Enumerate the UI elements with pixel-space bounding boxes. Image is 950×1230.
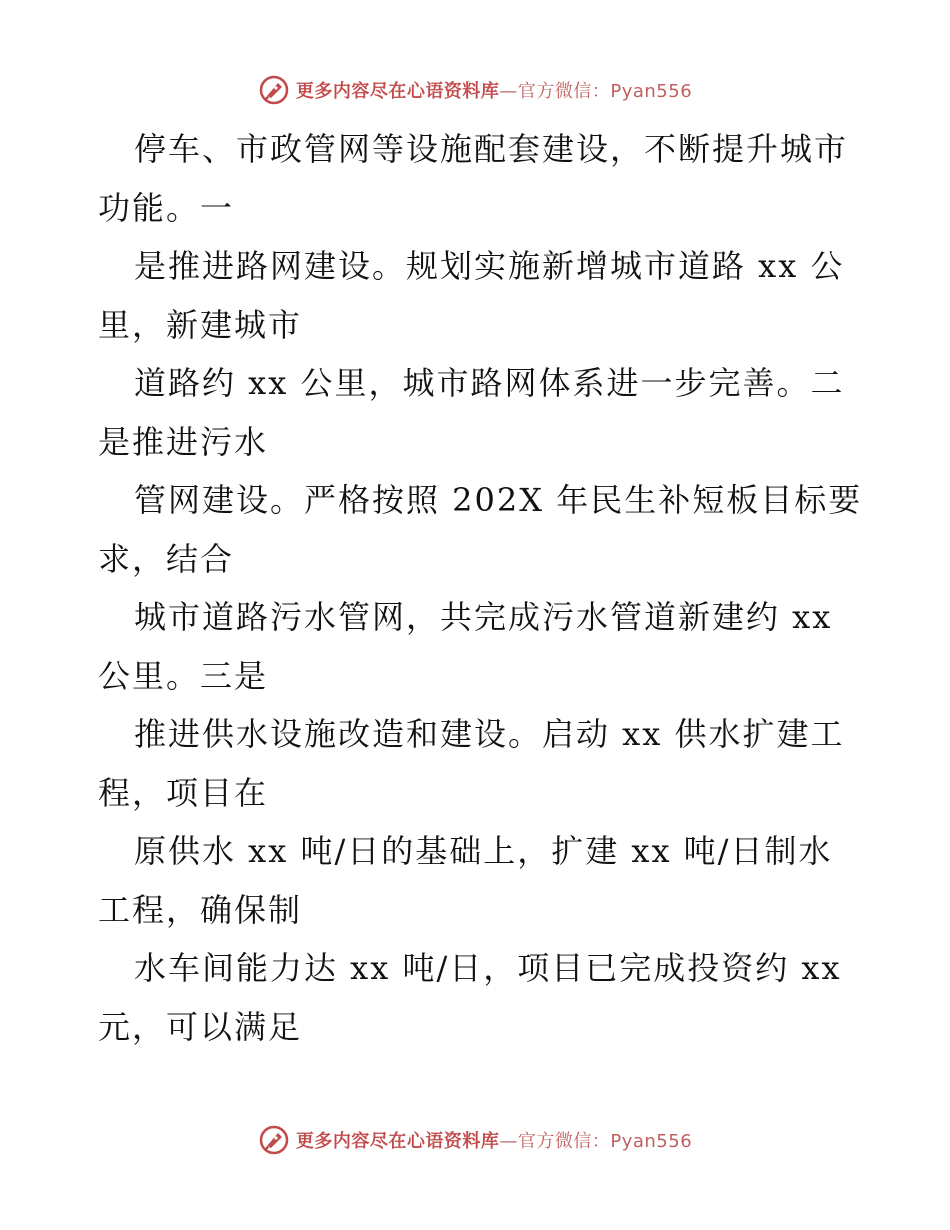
- watermark-main-text: 更多内容尽在心语资料库: [295, 1131, 500, 1152]
- text-line: 推进供水设施改造和建设。启动 xx 供水扩建工: [134, 715, 845, 753]
- text-line: 道路约 xx 公里，城市路网体系进一步完善。二: [134, 364, 845, 402]
- text-line: 求，结合: [98, 539, 235, 578]
- watermark-text: [296, 1127, 692, 1153]
- text-line: 工程，确保制: [98, 890, 303, 929]
- text-line: 是推进污水: [98, 422, 269, 461]
- watermark-main-text: 更多内容尽在心语资料库: [295, 81, 500, 102]
- text-line: 是推进路网建设。规划实施新增城市道路 xx 公: [134, 247, 845, 285]
- text-line: 管网建设。严格按照 202X 年民生补短板目标要: [134, 481, 863, 519]
- text-line: 停车、市政管网等设施配套建设，不断提升城市: [134, 130, 849, 168]
- text-line: 城市道路污水管网，共完成污水管道新建约 xx: [134, 598, 833, 636]
- text-line: 程，项目在: [98, 773, 269, 812]
- pen-nib-logo-icon: [258, 1124, 290, 1156]
- text-line: 元，可以满足: [98, 1007, 303, 1046]
- text-line: 水车间能力达 xx 吨/日，项目已完成投资约 xx: [134, 949, 842, 987]
- watermark-text: [296, 77, 692, 103]
- header-watermark: [0, 70, 950, 110]
- footer-watermark: [0, 1120, 950, 1160]
- watermark-wechat-id: Pyan556: [610, 81, 693, 102]
- watermark-separator: —: [499, 1131, 518, 1152]
- pen-nib-logo-icon: [258, 74, 290, 106]
- text-line: 原供水 xx 吨/日的基础上，扩建 xx 吨/日制水: [134, 832, 833, 870]
- watermark-separator: —: [499, 81, 518, 102]
- text-line: 功能。一: [98, 188, 235, 227]
- watermark-wechat-id: Pyan556: [610, 1131, 693, 1152]
- document-body: [98, 120, 863, 1056]
- watermark-wechat-label: 官方微信：: [517, 1131, 611, 1152]
- text-line: 里，新建城市: [98, 305, 303, 344]
- watermark-wechat-label: 官方微信：: [517, 81, 611, 102]
- text-line: 公里。三是: [98, 656, 269, 695]
